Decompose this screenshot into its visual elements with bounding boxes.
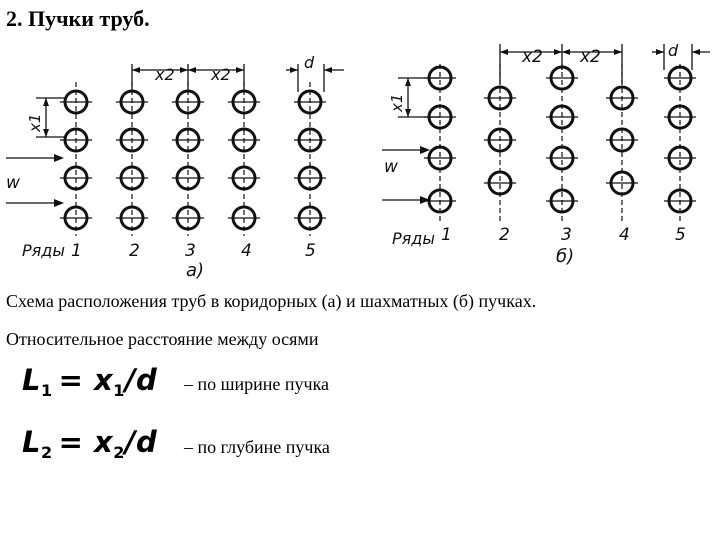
formula-l1 — [22, 363, 157, 400]
dim-x2-label: x2 — [211, 65, 231, 84]
row-number: 1 — [441, 225, 452, 245]
dim-x2-label: x2 — [155, 65, 175, 84]
row-number: 5 — [305, 241, 316, 261]
formula-l2-rhs-sub: 2 — [113, 443, 125, 462]
formula-l1-rhs-sub: 1 — [113, 381, 125, 400]
formula-l1-tail: /d — [124, 363, 158, 397]
formula-l2-lhs-sub: 2 — [40, 443, 53, 462]
dim-x1-label: x1 — [388, 93, 406, 112]
row-number: 3 — [185, 241, 196, 261]
formula-l1-rhs: x — [94, 363, 114, 397]
dim-x2-label: x2 — [522, 47, 543, 67]
dim-x2-label: x2 — [580, 47, 601, 67]
formula-l2 — [22, 425, 157, 462]
formula-l1-lhs: L — [22, 363, 41, 397]
row-number: 5 — [675, 225, 686, 245]
figure-label-b: б) — [556, 246, 575, 267]
figure-label-a: а) — [186, 260, 205, 280]
formula-l2-tail: /d — [124, 425, 158, 459]
formula-l2-lhs: L — [22, 425, 41, 459]
slide-title: 2. Пучки труб. — [6, 6, 150, 31]
flow-w-label: w — [384, 157, 398, 177]
row-number: 4 — [619, 225, 630, 245]
figure-caption: Схема расположения труб в коридорных (а) и шахматных (б) пучках. — [6, 291, 537, 311]
section-subheading: Относительное расстояние между осями — [6, 329, 319, 349]
formula-l1-lhs-sub: 1 — [40, 381, 53, 400]
rows-label: Ряды — [22, 241, 65, 260]
row-number: 2 — [499, 225, 510, 245]
diagram-staggered-tube-bank — [360, 40, 720, 280]
formula-l1-equals: = — [58, 363, 84, 397]
formula-l2-equals: = — [58, 425, 84, 459]
rows-label: Ряды — [392, 229, 435, 248]
flow-w-label: w — [6, 173, 20, 193]
formula-l1-description: – по ширине пучка — [184, 374, 330, 394]
row-number: 4 — [241, 241, 252, 261]
row-number: 1 — [71, 241, 82, 261]
dim-x1-label: x1 — [26, 113, 44, 132]
formula-l2-description: – по глубине пучка — [184, 437, 330, 457]
row-number: 2 — [129, 241, 140, 261]
dim-d-label: d — [668, 41, 679, 60]
row-number: 3 — [561, 225, 572, 245]
diagram-inline-tube-bank — [0, 48, 360, 280]
formula-l2-rhs: x — [94, 425, 114, 459]
dim-d-label: d — [304, 53, 315, 72]
